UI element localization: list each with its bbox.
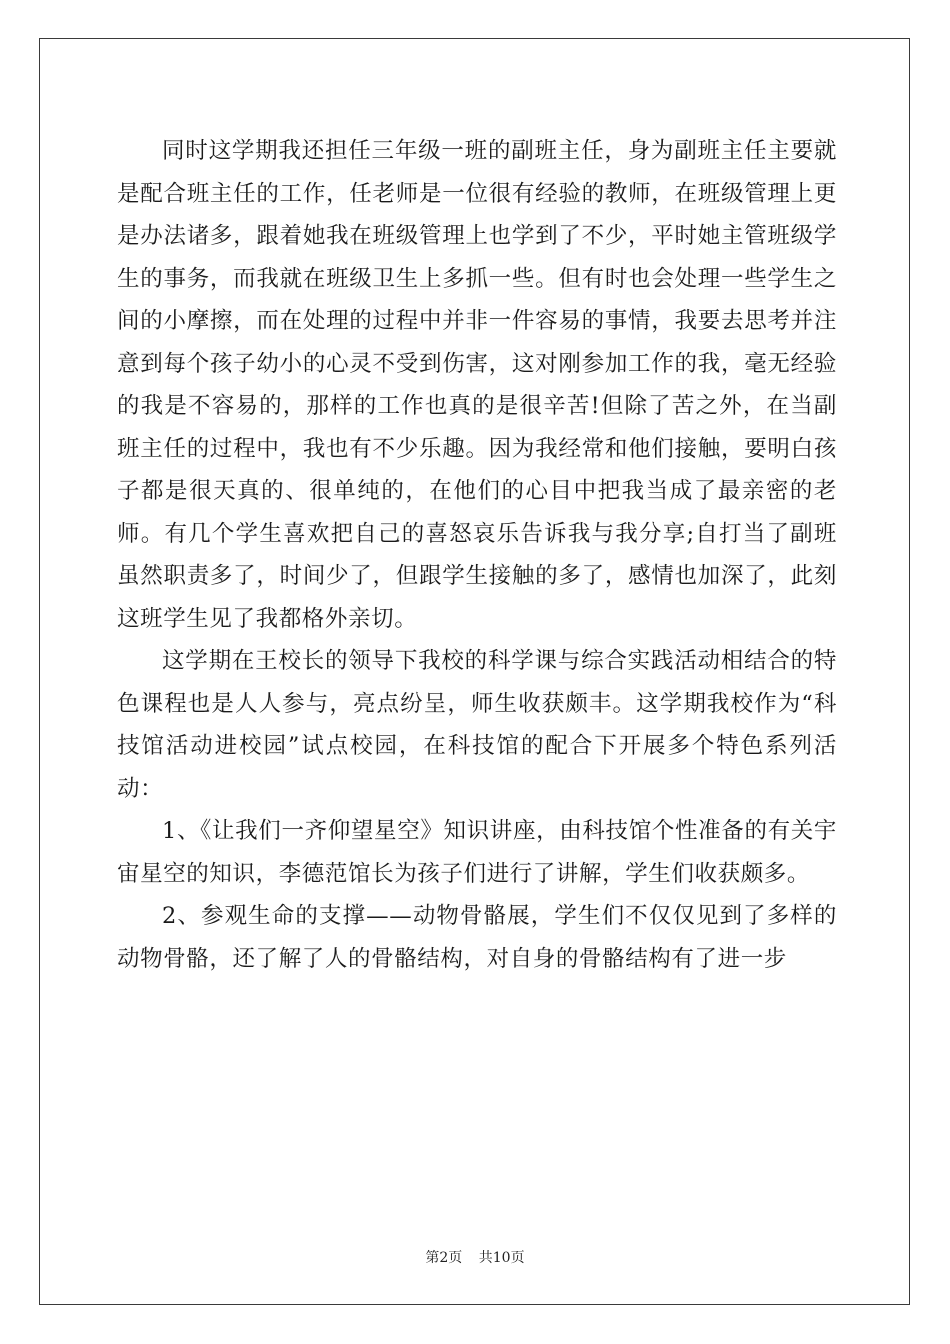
document-body: [117, 130, 837, 980]
page-total: 共10页: [478, 1250, 525, 1266]
page-number: 第2页: [425, 1250, 463, 1266]
page-footer: [0, 1247, 950, 1267]
paragraph-item-2-skeleton-exhibit: 2、参观生命的支撑——动物骨骼展，学生们不仅仅见到了多样的动物骨骼，还了解了人的骨骼结构，对自身的骨骼结构有了进一步: [117, 903, 837, 972]
paragraph-science-course: 这学期在王校长的领导下我校的科学课与综合实践活动相结合的特色课程也是人人参与，亮点纷呈，师生收获颇丰。这学期我校作为“科技馆活动进校园”试点校园，在科技馆的配合下开展多个特色系列活动：: [117, 648, 837, 802]
paragraph-vice-head-teacher: 同时这学期我还担任三年级一班的副班主任，身为副班主任主要就是配合班主任的工作，任老师是一位很有经验的教师，在班级管理上更是办法诸多，跟着她我在班级管理上也学到了不少，平时她主管班级学生的事务，而我就在班级卫生上多抓一些。但有时也会处理一些学生之间的小摩擦，而在处理的过程中并非一件容易的事情，我要去思考并注意到每个孩子幼小的心灵不受到伤害，这对刚参加工作的我，毫无经验的我是不容易的，那样的工作也真的是很辛苦!但除了苦之外，在当副班主任的过程中，我也有不少乐趣。因为我经常和他们接触，要明白孩子都是很天真的、很单纯的，在他们的心目中把我当成了最亲密的老师。有几个学生喜欢把自己的喜怒哀乐告诉我与我分享;自打当了副班虽然职责多了，时间少了，但跟学生接触的多了，感情也加深了，此刻这班学生见了我都格外亲切。: [117, 138, 837, 632]
paragraph-item-1-lecture: 1、《让我们一齐仰望星空》知识讲座，由科技馆个性准备的有关宇宙星空的知识，李德范馆长为孩子们进行了讲解，学生们收获颇多。: [117, 818, 837, 887]
